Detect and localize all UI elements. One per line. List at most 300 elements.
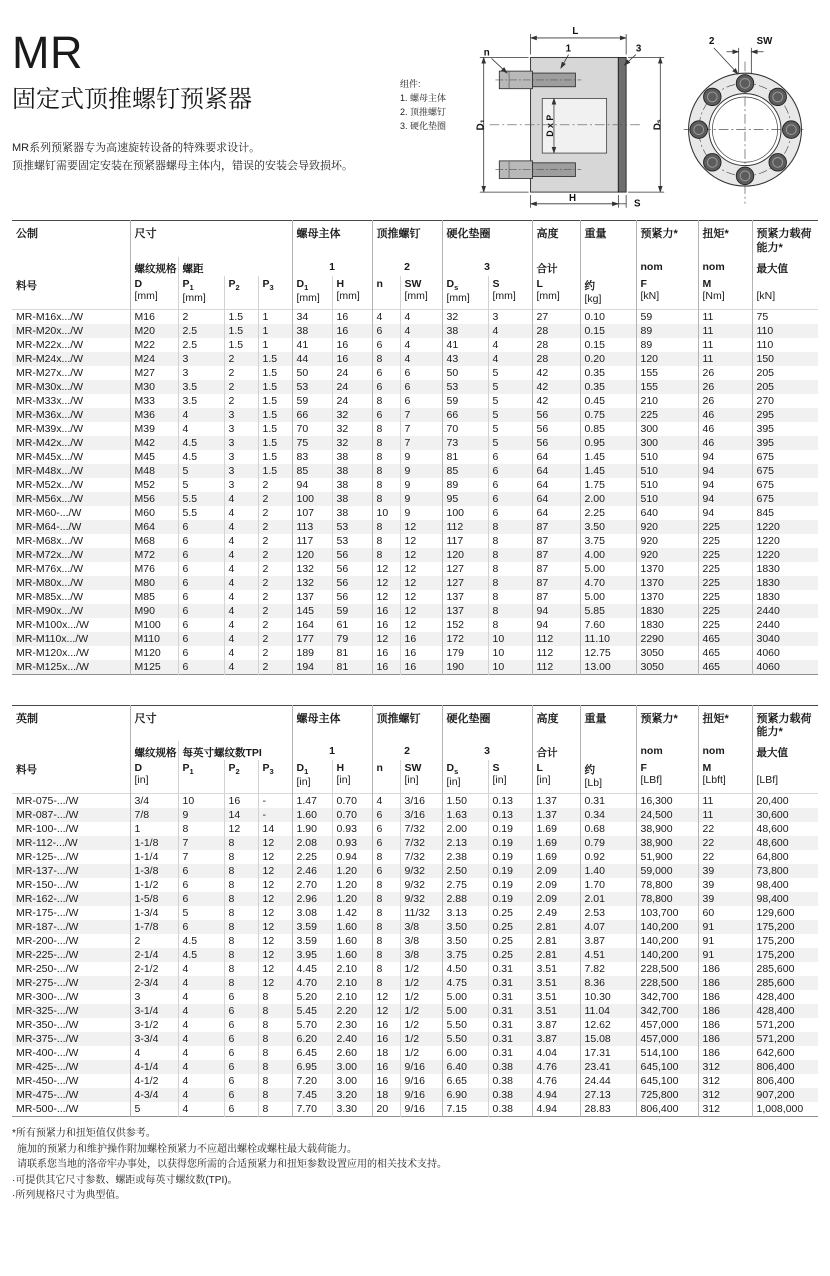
table-cell: 85 — [292, 464, 332, 478]
table-cell: 137 — [442, 590, 488, 604]
table-cell: M125 — [130, 660, 178, 675]
table-cell: 4.5 — [178, 934, 224, 948]
table-cell: 6 — [372, 324, 400, 338]
table-cell: 89 — [636, 324, 698, 338]
table-cell: 8 — [372, 906, 400, 920]
table-cell: M85 — [130, 590, 178, 604]
table-cell: 155 — [636, 366, 698, 380]
table-cell: 8 — [258, 1046, 292, 1060]
table-cell: M20 — [130, 324, 178, 338]
table-cell: 4060 — [752, 660, 818, 675]
table-cell: 2 — [224, 352, 258, 366]
table-cell: 920 — [636, 520, 698, 534]
table-cell: 112 — [532, 660, 580, 675]
table-cell: 1370 — [636, 562, 698, 576]
product-description — [12, 140, 400, 175]
table-cell: 228,500 — [636, 976, 698, 990]
table-cell: 112 — [442, 520, 488, 534]
table-cell: 4 — [224, 590, 258, 604]
table-cell: 205 — [752, 380, 818, 394]
table-cell: 53 — [332, 534, 372, 548]
column-subgroup-header: nom — [636, 257, 698, 276]
table-cell: 91 — [698, 920, 752, 934]
table-cell: 920 — [636, 548, 698, 562]
table-cell: 3040 — [752, 632, 818, 646]
table-cell: 9 — [400, 492, 442, 506]
table-cell: 11/32 — [400, 906, 442, 920]
table-cell: 27 — [532, 309, 580, 324]
table-cell: 2.40 — [332, 1032, 372, 1046]
table-row — [12, 934, 818, 948]
table-cell: 0.95 — [580, 436, 636, 450]
table-cell: 6.95 — [292, 1060, 332, 1074]
column-group-header: 硬化垫圈 — [442, 705, 532, 741]
column-header: SW [mm] — [400, 276, 442, 310]
dim-label-Ds: Dₛ — [652, 119, 664, 131]
table-cell: 2290 — [636, 632, 698, 646]
table-cell: 12 — [400, 548, 442, 562]
table-cell: 39 — [698, 892, 752, 906]
column-header: S [in] — [488, 760, 532, 794]
table-cell: 64 — [532, 492, 580, 506]
table-cell: 16 — [224, 794, 258, 809]
table-cell: MR-M52x.../W — [16, 478, 84, 491]
footnotes — [12, 1126, 818, 1204]
table-cell: 22 — [698, 822, 752, 836]
table-cell: 3.13 — [442, 906, 488, 920]
table-cell: 2.60 — [332, 1046, 372, 1060]
imperial-section — [12, 705, 818, 1118]
dim-label-L: L — [572, 26, 579, 38]
part-label-3: 3 — [635, 43, 642, 55]
column-subgroup-header: 2 — [372, 741, 442, 760]
table-cell: 1370 — [636, 576, 698, 590]
table-cell: 50 — [292, 366, 332, 380]
table-cell: 8 — [488, 534, 532, 548]
table-cell: 8 — [372, 422, 400, 436]
table-cell: 8 — [372, 534, 400, 548]
table-row — [12, 1046, 818, 1060]
column-subgroup-header: 合计 — [532, 741, 580, 760]
column-header: $P_2$ — [224, 760, 258, 794]
table-cell: 38 — [332, 506, 372, 520]
table-cell: 1-3/4 — [130, 906, 178, 920]
table-row — [12, 604, 818, 618]
table-cell: 1-1/4 — [130, 850, 178, 864]
table-cell: 186 — [698, 990, 752, 1004]
table-cell: 4 — [224, 576, 258, 590]
table-cell: 312 — [698, 1060, 752, 1074]
table-cell: 571,200 — [752, 1032, 818, 1046]
table-cell: 8 — [488, 604, 532, 618]
table-cell: 56 — [332, 576, 372, 590]
imperial-table — [12, 705, 818, 1118]
table-cell: 4 — [130, 1046, 178, 1060]
table-cell: 3-3/4 — [130, 1032, 178, 1046]
table-cell: 8 — [258, 1004, 292, 1018]
table-cell: 48,600 — [752, 836, 818, 850]
table-cell: 514,100 — [636, 1046, 698, 1060]
table-cell: 53 — [292, 380, 332, 394]
table-cell: 3.51 — [532, 976, 580, 990]
table-cell: 8 — [372, 520, 400, 534]
table-cell: 225 — [698, 618, 752, 632]
table-cell: 4 — [178, 408, 224, 422]
table-cell: MR-M72x.../W — [16, 548, 84, 561]
table-cell: 1.5 — [258, 352, 292, 366]
table-cell: 2 — [258, 506, 292, 520]
table-cell: 8 — [488, 548, 532, 562]
table-cell: 140,200 — [636, 934, 698, 948]
table-cell: 117 — [442, 534, 488, 548]
table-cell: 56 — [332, 562, 372, 576]
table-row — [12, 548, 818, 562]
table-cell: 75 — [292, 436, 332, 450]
table-cell: 120 — [292, 548, 332, 562]
table-cell: 8 — [224, 962, 258, 976]
table-row — [12, 576, 818, 590]
column-header: L [mm] — [532, 276, 580, 310]
table-cell: 2.09 — [532, 864, 580, 878]
table-cell: 2440 — [752, 618, 818, 632]
table-cell: 2 — [258, 660, 292, 675]
table-cell: 5.5 — [178, 492, 224, 506]
table-cell: 87 — [532, 562, 580, 576]
table-cell: 2.75 — [442, 878, 488, 892]
table-cell: MR-250-.../W — [16, 963, 79, 975]
table-cell: 12 — [400, 618, 442, 632]
table-cell: 2 — [224, 380, 258, 394]
table-cell: 16 — [372, 1032, 400, 1046]
table-cell: 87 — [532, 576, 580, 590]
table-cell: 186 — [698, 962, 752, 976]
table-cell: 1.47 — [292, 794, 332, 809]
table-cell: MR-M45x.../W — [16, 450, 84, 463]
description-line-2: 顶推螺钉需要固定安装在预紧器螺母主体内，错误的安装会导致损坏。 — [12, 159, 353, 172]
table-cell: 4 — [178, 1074, 224, 1088]
table-cell: 1.20 — [332, 878, 372, 892]
table-cell: 6 — [372, 338, 400, 352]
column-subgroup-header: 合计 — [532, 257, 580, 276]
table-cell: 3.59 — [292, 934, 332, 948]
table-cell: 3.5 — [178, 380, 224, 394]
table-cell: 2.50 — [442, 864, 488, 878]
table-cell: 5 — [178, 464, 224, 478]
table-cell: 312 — [698, 1074, 752, 1088]
table-cell: MR-M56x.../W — [16, 492, 84, 505]
table-cell: 39 — [698, 878, 752, 892]
table-cell: 11 — [698, 794, 752, 809]
table-cell: 2-1/4 — [130, 948, 178, 962]
table-cell: 6 — [178, 590, 224, 604]
table-cell: MR-400-.../W — [16, 1047, 79, 1059]
table-cell: 0.31 — [488, 976, 532, 990]
table-cell: 16 — [372, 618, 400, 632]
table-cell: 16 — [372, 604, 400, 618]
table-cell: 6 — [178, 520, 224, 534]
column-header: F [kN] — [636, 276, 698, 310]
table-cell: 845 — [752, 506, 818, 520]
table-cell: 94 — [532, 604, 580, 618]
table-cell: 32 — [332, 436, 372, 450]
table-cell: 28 — [532, 352, 580, 366]
table-cell: 2.20 — [332, 1004, 372, 1018]
table-cell: 1/2 — [400, 1004, 442, 1018]
table-cell: 87 — [532, 548, 580, 562]
table-cell: MR-425-.../W — [16, 1061, 79, 1073]
table-cell: 2 — [258, 562, 292, 576]
column-group-header: 尺寸 — [130, 705, 292, 741]
table-cell: 89 — [442, 478, 488, 492]
table-cell: 8 — [372, 548, 400, 562]
table-cell: 1.69 — [532, 850, 580, 864]
table-cell: 73 — [442, 436, 488, 450]
table-cell: 0.25 — [488, 906, 532, 920]
table-cell: 0.31 — [488, 962, 532, 976]
table-cell: 2.81 — [532, 920, 580, 934]
table-cell: 7 — [400, 422, 442, 436]
table-cell: 645,100 — [636, 1060, 698, 1074]
table-cell: 4-1/4 — [130, 1060, 178, 1074]
description-line-1: MR系列预紧器专为高速旋转设备的特殊要求设计。 — [12, 142, 261, 154]
table-cell: 4.04 — [532, 1046, 580, 1060]
table-cell: 12 — [372, 1004, 400, 1018]
table-cell: 8 — [258, 1102, 292, 1117]
table-cell: 5.00 — [442, 990, 488, 1004]
table-cell: M100 — [130, 618, 178, 632]
table-cell: 12 — [258, 850, 292, 864]
table-cell: 0.68 — [580, 822, 636, 836]
table-cell: 1830 — [752, 590, 818, 604]
table-cell: 1-1/2 — [130, 878, 178, 892]
table-cell: 1/2 — [400, 990, 442, 1004]
table-cell: 186 — [698, 1046, 752, 1060]
table-cell: 38,900 — [636, 822, 698, 836]
table-cell: 3.20 — [332, 1088, 372, 1102]
section-view-diagram — [472, 20, 672, 212]
column-header: $P_1$ — [178, 760, 224, 794]
table-row — [12, 976, 818, 990]
table-row — [12, 478, 818, 492]
table-cell: 8 — [488, 576, 532, 590]
table-cell: 3 — [224, 422, 258, 436]
table-cell: 59 — [332, 604, 372, 618]
table-cell: 1.90 — [292, 822, 332, 836]
table-cell: 6 — [178, 878, 224, 892]
table-row — [12, 1004, 818, 1018]
table-cell: 6 — [224, 1004, 258, 1018]
table-cell: 4 — [224, 562, 258, 576]
table-cell: MR-M76x.../W — [16, 562, 84, 575]
table-row — [12, 562, 818, 576]
table-cell: 3 — [178, 366, 224, 380]
table-cell: 0.79 — [580, 836, 636, 850]
table-cell: 9/16 — [400, 1102, 442, 1117]
table-cell: 0.85 — [580, 422, 636, 436]
column-subgroup-header — [12, 741, 130, 760]
table-cell: 1.5 — [258, 394, 292, 408]
table-cell: 6 — [178, 534, 224, 548]
table-cell: 3.87 — [580, 934, 636, 948]
column-group-header: 预紧力* — [636, 221, 698, 257]
table-cell: 12 — [258, 976, 292, 990]
column-subgroup-header: 最大值 — [752, 741, 818, 760]
table-cell: 6.00 — [442, 1046, 488, 1060]
table-row — [12, 1088, 818, 1102]
table-cell: 42 — [532, 394, 580, 408]
metric-table — [12, 220, 818, 675]
table-cell: 2.81 — [532, 934, 580, 948]
table-cell: 1.5 — [258, 450, 292, 464]
table-cell: 70 — [292, 422, 332, 436]
table-cell: 0.19 — [488, 878, 532, 892]
table-cell: 0.19 — [488, 850, 532, 864]
dim-label-n: n — [483, 47, 490, 59]
table-cell: 465 — [698, 632, 752, 646]
table-cell: MR-137-.../W — [16, 865, 79, 877]
table-cell: 12.75 — [580, 646, 636, 660]
table-cell: 1370 — [636, 590, 698, 604]
table-cell: 110 — [752, 324, 818, 338]
table-cell: 186 — [698, 1004, 752, 1018]
table-row — [12, 660, 818, 675]
jack-screw-bottom — [495, 161, 581, 179]
table-cell: M24 — [130, 352, 178, 366]
table-cell: 14 — [224, 808, 258, 822]
table-row — [12, 864, 818, 878]
column-subgroup-header: 1 — [292, 257, 372, 276]
table-cell: M27 — [130, 366, 178, 380]
table-cell: 34 — [292, 309, 332, 324]
table-cell: 12 — [258, 864, 292, 878]
table-cell: 0.94 — [332, 850, 372, 864]
table-cell: 2.13 — [442, 836, 488, 850]
table-cell: 1-5/8 — [130, 892, 178, 906]
table-cell: 17.31 — [580, 1046, 636, 1060]
metric-section — [12, 220, 818, 675]
table-cell: 2.30 — [332, 1018, 372, 1032]
table-cell: MR-M16x.../W — [16, 310, 84, 323]
column-group-header: 高度 — [532, 221, 580, 257]
table-cell: 2 — [258, 618, 292, 632]
table-cell: MR-450-.../W — [16, 1075, 79, 1087]
table-cell: 225 — [698, 520, 752, 534]
table-cell: 12 — [372, 632, 400, 646]
column-header: $P_2$ — [224, 276, 258, 310]
front-view-diagram — [672, 20, 818, 212]
table-cell: 6 — [372, 408, 400, 422]
table-cell: 0.19 — [488, 836, 532, 850]
table-cell: 7.45 — [292, 1088, 332, 1102]
table-cell: 83 — [292, 450, 332, 464]
table-cell: 3/8 — [400, 920, 442, 934]
table-cell: 0.10 — [580, 309, 636, 324]
table-cell: 9/16 — [400, 1088, 442, 1102]
table-cell: 0.31 — [488, 1046, 532, 1060]
table-cell: 5 — [488, 408, 532, 422]
table-cell: 225 — [698, 604, 752, 618]
table-cell: 26 — [698, 394, 752, 408]
table-cell: 7 — [400, 436, 442, 450]
table-cell: 12 — [400, 604, 442, 618]
table-cell: 312 — [698, 1088, 752, 1102]
table-cell: 41 — [442, 338, 488, 352]
table-row — [12, 1102, 818, 1117]
table-cell: 0.38 — [488, 1102, 532, 1117]
table-cell: 4 — [372, 309, 400, 324]
table-cell: 7.20 — [292, 1074, 332, 1088]
table-cell: 8 — [224, 878, 258, 892]
table-cell: 8 — [258, 990, 292, 1004]
table-cell: 6 — [178, 920, 224, 934]
table-cell: 129,600 — [752, 906, 818, 920]
table-cell: 4 — [224, 492, 258, 506]
table-cell: 91 — [698, 948, 752, 962]
table-cell: 4 — [224, 604, 258, 618]
table-cell: 6 — [488, 450, 532, 464]
table-cell: 0.31 — [488, 1018, 532, 1032]
table-cell: 16 — [332, 309, 372, 324]
components-legend — [400, 78, 472, 206]
table-cell: 16 — [372, 1060, 400, 1074]
table-cell: 225 — [698, 534, 752, 548]
table-cell: 12 — [258, 934, 292, 948]
table-cell: 5.70 — [292, 1018, 332, 1032]
table-cell: 4.70 — [292, 976, 332, 990]
table-row — [12, 309, 818, 324]
table-cell: 113 — [292, 520, 332, 534]
table-cell: 3.00 — [332, 1074, 372, 1088]
table-cell: 3.51 — [532, 990, 580, 1004]
table-cell: 8 — [372, 962, 400, 976]
table-row — [12, 338, 818, 352]
table-cell: 1/2 — [400, 962, 442, 976]
table-row — [12, 492, 818, 506]
table-cell: 3/16 — [400, 808, 442, 822]
table-cell: 2.70 — [292, 878, 332, 892]
table-cell: 145 — [292, 604, 332, 618]
table-cell: 4060 — [752, 646, 818, 660]
table-cell: 189 — [292, 646, 332, 660]
table-cell: 0.13 — [488, 794, 532, 809]
table-cell: 1.20 — [332, 864, 372, 878]
table-cell: 2-1/2 — [130, 962, 178, 976]
dim-L — [531, 34, 627, 54]
column-header: $P_1$ [mm] — [178, 276, 224, 310]
table-cell: 140,200 — [636, 948, 698, 962]
table-cell: 4.75 — [442, 976, 488, 990]
table-cell: 1-1/8 — [130, 836, 178, 850]
table-cell: 16 — [400, 660, 442, 675]
table-cell: 8 — [178, 822, 224, 836]
table-cell: 1.5 — [258, 408, 292, 422]
table-cell: 2.38 — [442, 850, 488, 864]
table-cell: 1220 — [752, 548, 818, 562]
table-cell: 2.09 — [532, 878, 580, 892]
table-cell: 81 — [332, 660, 372, 675]
table-cell: 16 — [372, 660, 400, 675]
table-cell: 675 — [752, 478, 818, 492]
table-cell: 155 — [636, 380, 698, 394]
table-cell: 70 — [442, 422, 488, 436]
table-cell: 8 — [488, 590, 532, 604]
table-cell: 79 — [332, 632, 372, 646]
table-cell: 13.00 — [580, 660, 636, 675]
table-cell: 8 — [372, 436, 400, 450]
table-cell: 0.38 — [488, 1060, 532, 1074]
table-cell: 24 — [332, 366, 372, 380]
table-cell: 175,200 — [752, 934, 818, 948]
